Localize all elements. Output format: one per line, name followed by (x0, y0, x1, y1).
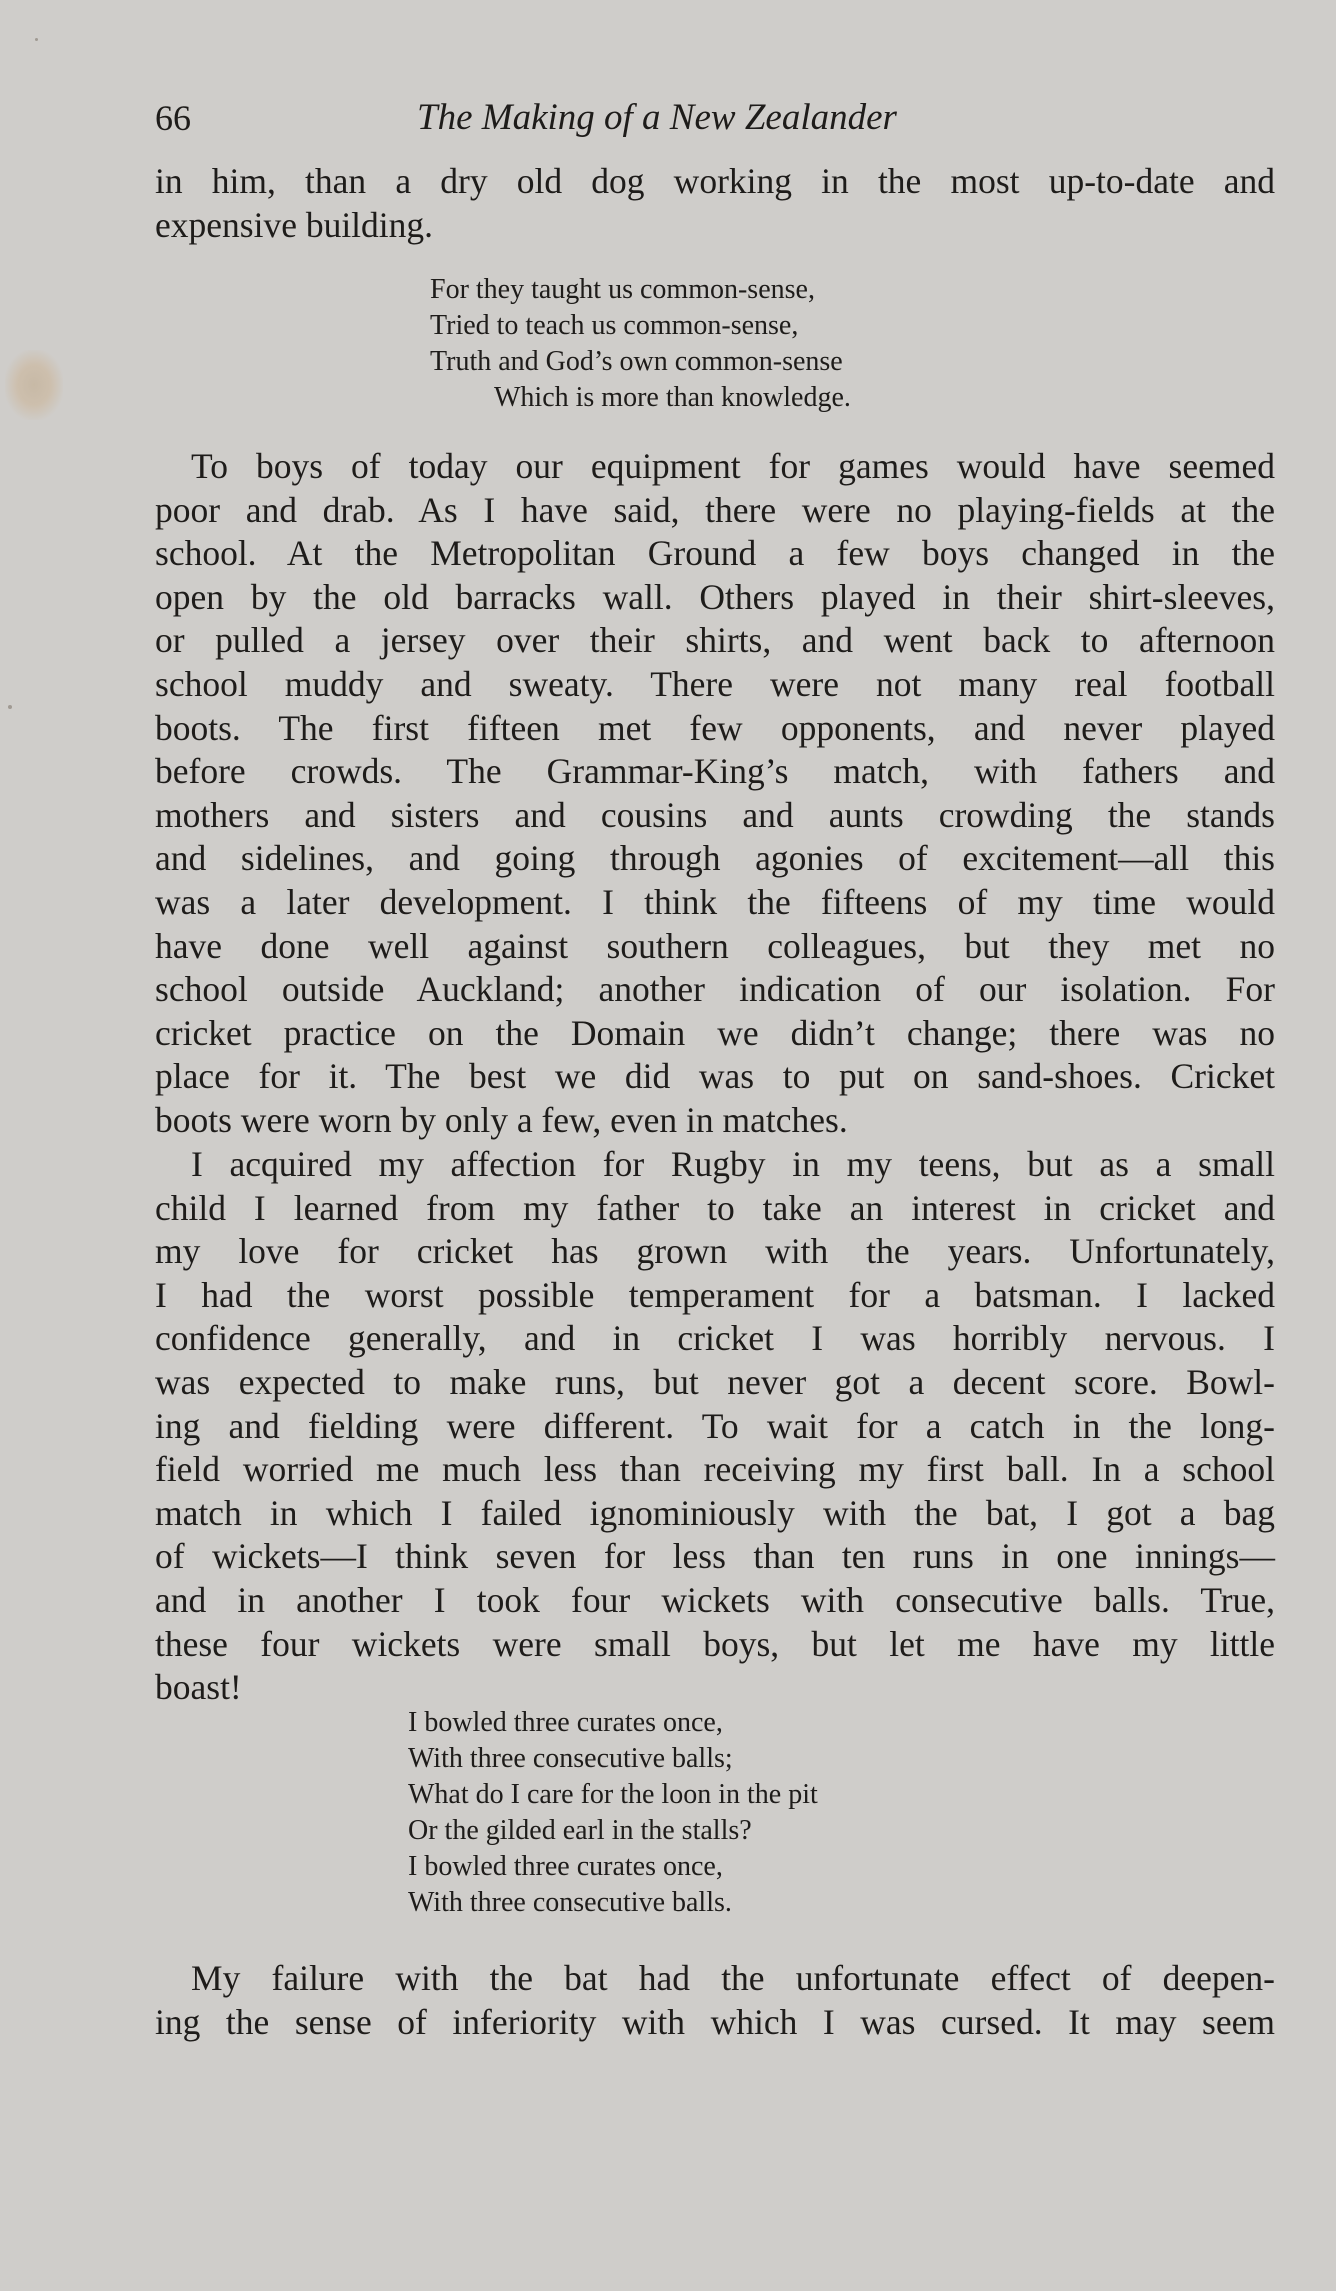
text-line: I acquired my affection for Rugby in my teens, but as a small (191, 1144, 1275, 1184)
text-line: before crowds. The Grammar-King’s match, with fathers and (155, 751, 1275, 792)
text-line: or pulled a jersey over their shirts, and went back to afternoon (155, 620, 1275, 661)
text-line: boast! (155, 1667, 242, 1708)
text-line: child I learned from my father to take an interest in cricket and (155, 1187, 1275, 1228)
verse-line: With three consecutive balls; (408, 1743, 733, 1774)
text-line: my love for cricket has grown with the years. Unfortunately, (155, 1231, 1275, 1272)
text-line: I had the worst possible temperament for a batsman. I lacked (155, 1274, 1275, 1315)
text-line: of wickets—I think seven for less than ten runs in one innings— (155, 1536, 1275, 1577)
text-line: field worried me much less than receiving my first ball. In a school (155, 1449, 1275, 1490)
page-number: 66 (155, 98, 191, 138)
running-header (155, 96, 1285, 146)
text-line: match in which I failed ignominiously with the bat, I got a bag (155, 1492, 1275, 1533)
text-line: ing and fielding were different. To wait for a catch in the long- (155, 1405, 1275, 1446)
text-line: was a later development. I think the fifteens of my time would (155, 881, 1275, 922)
verse-line: Or the gilded earl in the stalls? (408, 1815, 752, 1846)
verse-line: What do I care for the loon in the pit (408, 1779, 818, 1810)
text-line: My failure with the bat had the unfortunate effect of deepen- (191, 1958, 1275, 1998)
text-line: and sidelines, and going through agonies of excitement—all this (155, 838, 1275, 879)
text-line: expensive building. (155, 204, 434, 245)
verse-line: Tried to teach us common-sense, (430, 310, 799, 341)
paragraph-1 (155, 160, 1275, 247)
verse-1 (430, 272, 851, 416)
verse-line: I bowled three curates once, (408, 1707, 723, 1738)
text-line: school. At the Metropolitan Ground a few boys changed in the (155, 533, 1275, 574)
text-line: mothers and sisters and cousins and aunts crowding the stands (155, 794, 1275, 835)
paragraph-2 (155, 445, 1275, 1143)
text-line: place for it. The best we did was to put on sand-shoes. Cricket (155, 1056, 1275, 1097)
paragraph-3 (155, 1143, 1275, 1710)
verse-2 (408, 1705, 818, 1921)
text-line: poor and drab. As I have said, there were no playing-fields at the (155, 489, 1275, 530)
text-line: and in another I took four wickets with consecutive balls. True, (155, 1579, 1275, 1620)
text-line: have done well against southern colleagues, but they met no (155, 925, 1275, 966)
text-line: cricket practice on the Domain we didn’t change; there was no (155, 1012, 1275, 1053)
paper-speck (35, 38, 38, 41)
text-line: in him, than a dry old dog working in the most up-to-date and (155, 161, 1275, 201)
text-line: school outside Auckland; another indication of our isolation. For (155, 969, 1275, 1010)
text-line: was expected to make runs, but never got a decent score. Bowl- (155, 1361, 1275, 1402)
text-line: To boys of today our equipment for games would have seemed (191, 446, 1275, 486)
verse-line: Truth and God’s own common-sense (430, 346, 843, 377)
text-line: open by the old barracks wall. Others played in their shirt-sleeves, (155, 576, 1275, 617)
running-title: The Making of a New Zealander (417, 97, 897, 138)
text-line: ing the sense of inferiority with which I was cursed. It may seem (155, 2001, 1275, 2042)
verse-line: Which is more than knowledge. (494, 382, 851, 413)
text-line: school muddy and sweaty. There were not many real football (155, 663, 1275, 704)
text-line: these four wickets were small boys, but let me have my little (155, 1623, 1275, 1664)
paragraph-4 (155, 1957, 1275, 2044)
text-line: boots were worn by only a few, even in matches. (155, 1099, 848, 1140)
text-line: boots. The first fifteen met few opponents, and never played (155, 707, 1275, 748)
paper-speck (8, 705, 12, 709)
verse-line: I bowled three curates once, (408, 1851, 723, 1882)
verse-line: With three consecutive balls. (408, 1887, 732, 1918)
text-line: confidence generally, and in cricket I was horribly nervous. I (155, 1318, 1275, 1359)
verse-line: For they taught us common-sense, (430, 274, 815, 305)
paper-stain (5, 350, 63, 420)
